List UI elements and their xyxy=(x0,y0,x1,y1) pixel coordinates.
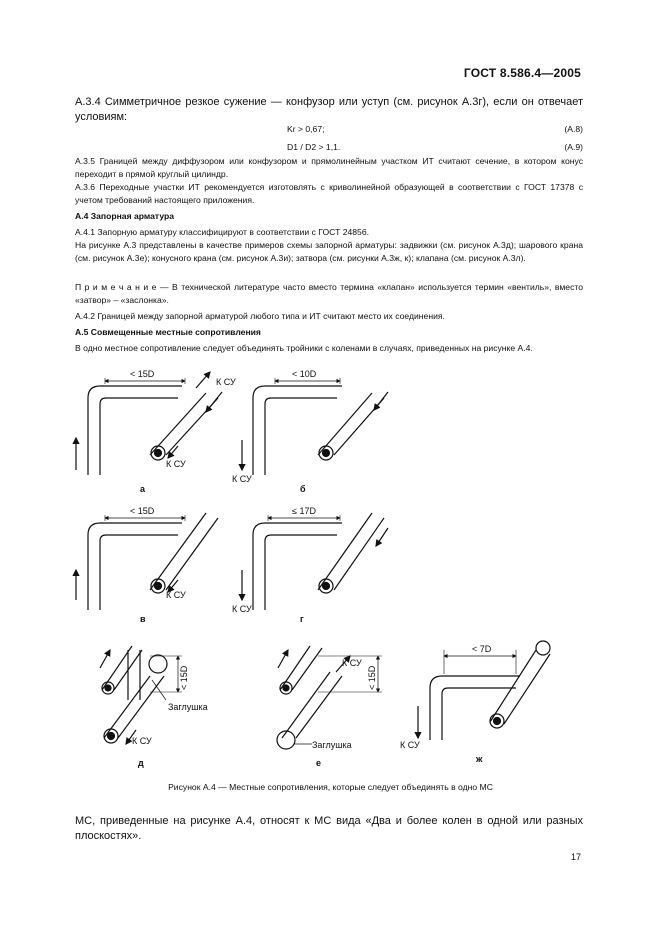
panel-d-diagram xyxy=(100,646,182,744)
clause-a41-examples: На рисунке А.3 представлены в качестве примеров схемы запорной арматуры: задвижки (см. рисунок А.3д); шарового крана (см. рисунок А.3е); конусного крана (см. рисунок А.3и); затвора (см. рисунки А.3ж, к); клапана (см. рисунок А.3л). xyxy=(75,240,583,263)
panel-b-dim: < 10D xyxy=(292,369,317,379)
panel-e-ksu: К СУ xyxy=(342,658,362,668)
formula-a9-number: (А.9) xyxy=(564,142,583,152)
panel-d-ksu: К СУ xyxy=(132,736,152,746)
formula-a8-number: (А.8) xyxy=(564,124,583,134)
clause-a34: А.3.4 Симметричное резкое сужение — конфузор или уступ (см. рисунок А.3г), если он отвечает условиям: xyxy=(75,96,583,123)
panel-e-plug: Заглушка xyxy=(312,740,352,750)
panel-b-diagram xyxy=(242,378,388,475)
panel-v-diagram xyxy=(76,513,218,610)
panel-g-dim: ≤ 17D xyxy=(292,506,316,516)
panel-a-letter: а xyxy=(140,484,146,494)
figure-caption: Рисунок А.4 — Местные сопротивления, которые следует объединять в одно МС xyxy=(168,782,493,792)
panel-d-plug: Заглушка xyxy=(168,702,208,712)
page-number: 17 xyxy=(570,852,581,862)
panel-zh-letter: ж xyxy=(476,754,483,764)
closing-paragraph: МС, приведенные на рисунке А.4, относят к МС вида «Два и более колен в одной или разных плоскостях». xyxy=(75,815,583,842)
panel-g-ksu: К СУ xyxy=(232,604,252,614)
panel-d-dim: < 15D xyxy=(179,665,189,690)
clause-a35: А.3.5 Границей между диффузором или конфузором и прямолинейным участком ИТ считают сечение, в котором конус переходит в прямой круглый цилиндр. xyxy=(75,156,583,179)
panel-zh-diagram xyxy=(418,641,550,740)
clause-a5: В одно местное сопротивление следует объединять тройники с коленами в случаях, приведенных на рисунке А.4. xyxy=(75,343,533,353)
panel-a-dim: < 15D xyxy=(130,369,155,379)
panel-e-dim: < 15D xyxy=(367,665,377,690)
clause-a41: А.4.1 Запорную арматуру классифицируют в соответствии с ГОСТ 24856. xyxy=(75,227,369,237)
document-header: ГОСТ 8.586.4—2005 xyxy=(463,66,581,80)
panel-v-letter: в xyxy=(140,614,146,624)
panel-e-letter: е xyxy=(316,758,322,768)
section-a4-title: А.4 Запорная арматура xyxy=(75,211,175,221)
panel-zh-dim: < 7D xyxy=(472,644,492,654)
clause-a36: А.3.6 Переходные участки ИТ рекомендуется изготовлять с криволинейной образующей в соответствии с ГОСТ 17378 с учетом требований настоящего приложения. xyxy=(75,182,583,205)
panel-b-ksu: К СУ xyxy=(232,474,252,484)
panel-a-ksu-bottom: К СУ xyxy=(166,459,186,469)
note: П р и м е ч а н и е — В технической литературе часто вместо термина «клапан» используется термин «вентиль», вместо «затвор» – «заслонка». xyxy=(75,282,583,305)
panel-b-letter: б xyxy=(300,484,306,494)
panel-g-diagram xyxy=(242,513,388,610)
formula-a8-text: Kr > 0,67; xyxy=(287,124,325,134)
clause-a42: А.4.2 Границей между запорной арматурой любого типа и ИТ считают место их соединения. xyxy=(75,311,445,321)
panel-g-letter: г xyxy=(300,614,304,624)
panel-e-diagram xyxy=(277,646,382,749)
panel-v-dim: < 15D xyxy=(130,506,155,516)
panel-a-diagram xyxy=(76,372,222,475)
formula-a9-text: D1 / D2 > 1,1. xyxy=(287,142,341,152)
panel-d-letter: д xyxy=(138,758,144,768)
panel-v-ksu: К СУ xyxy=(166,590,186,600)
panel-a-ksu-top: К СУ xyxy=(216,377,236,387)
panel-zh-ksu: К СУ xyxy=(400,740,420,750)
section-a5-title: А.5 Совмещенные местные сопротивления xyxy=(75,327,261,337)
